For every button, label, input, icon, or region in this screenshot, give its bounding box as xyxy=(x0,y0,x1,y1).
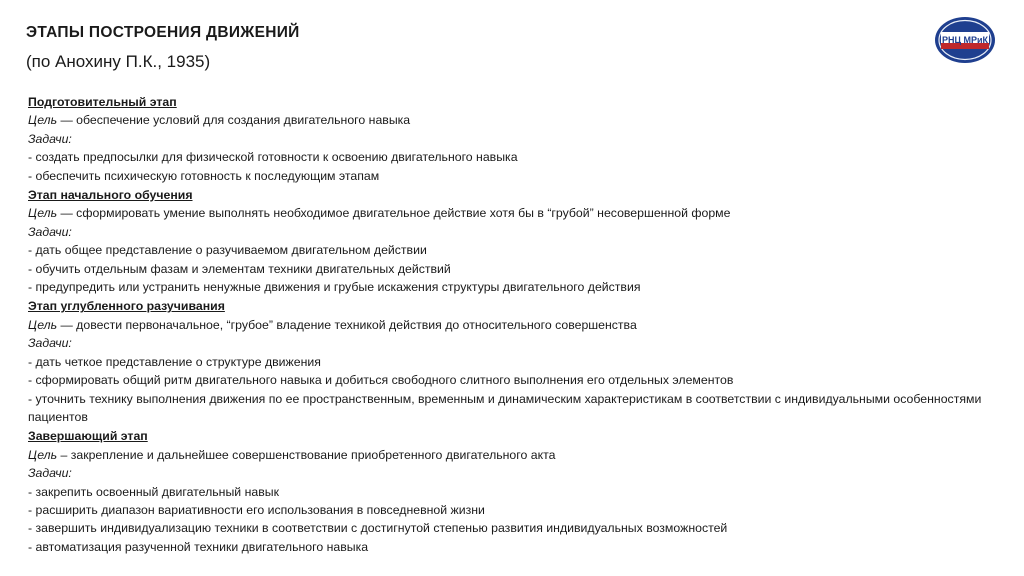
task-item: - расширить диапазон вариативности его использования в повседневной жизни xyxy=(28,502,485,517)
task-item: - предупредить или устранить ненужные движения и грубые искажения структуры двигательного действия xyxy=(28,280,641,295)
page-title: ЭТАПЫ ПОСТРОЕНИЯ ДВИЖЕНИЙ xyxy=(26,24,300,41)
task-item: - обеспечить психическую готовность к последующим этапам xyxy=(28,168,380,183)
rnc-mrik-logo xyxy=(934,16,996,64)
tasks-label: Задачи: xyxy=(28,131,72,146)
goal-label: Цель xyxy=(28,113,58,128)
stage-goal xyxy=(28,204,1008,222)
stage-title: Завершающий этап xyxy=(28,429,148,444)
task-item: - дать общее представление о разучиваемом двигательном действии xyxy=(28,243,427,258)
goal-label: Цель xyxy=(28,317,58,332)
goal-label: Цель xyxy=(28,447,58,462)
task-item: - создать предпосылки для физической готовности к освоению двигательного навыка xyxy=(28,150,518,165)
stage-goal xyxy=(28,111,1008,129)
stage-goal xyxy=(28,446,1008,464)
tasks-label: Задачи: xyxy=(28,224,72,239)
task-item: - уточнить технику выполнения движения по ее пространственным, временным и динамическим характеристикам в соответствии с индивидуальными особенностями пациентов xyxy=(28,391,982,424)
goal-text: — обеспечение условий для создания двигательного навыка xyxy=(57,113,411,128)
goal-text: — довести первоначальное, “грубое” владение техникой действия до относительного совершенства xyxy=(57,317,637,332)
stages-content xyxy=(28,93,1008,556)
stage-initial-learning xyxy=(28,186,1008,296)
stage-final xyxy=(28,427,1008,556)
goal-text: – закрепление и дальнейшее совершенствование приобретенного двигательного акта xyxy=(57,447,556,462)
task-item: - дать четкое представление о структуре движения xyxy=(28,354,321,369)
page-subtitle: (по Анохину П.К., 1935) xyxy=(26,52,211,71)
goal-text: — сформировать умение выполнять необходимое двигательное действие хотя бы в “грубой” несовершенной форме xyxy=(57,206,731,221)
svg-text:РНЦ МРиК: РНЦ МРиК xyxy=(941,35,989,45)
stage-goal xyxy=(28,316,1008,334)
stage-preparatory xyxy=(28,93,1008,185)
task-item: - обучить отдельным фазам и элементам техники двигательных действий xyxy=(28,261,451,276)
task-item: - закрепить освоенный двигательный навык xyxy=(28,484,279,499)
stage-deep-learning xyxy=(28,297,1008,426)
tasks-label: Задачи: xyxy=(28,336,72,351)
stage-title: Этап углубленного разучивания xyxy=(28,299,225,314)
task-item: - завершить индивидуализацию техники в соответствии с достигнутой степенью развития индивидуальных возможностей xyxy=(28,521,728,536)
tasks-label: Задачи: xyxy=(28,466,72,481)
task-item: - автоматизация разученной техники двигательного навыка xyxy=(28,539,369,554)
task-item: - сформировать общий ритм двигательного навыка и добиться свободного слитного выполнения его отдельных элементов xyxy=(28,373,734,388)
goal-label: Цель xyxy=(28,206,58,221)
stage-title: Этап начального обучения xyxy=(28,188,193,203)
stage-title: Подготовительный этап xyxy=(28,95,177,109)
